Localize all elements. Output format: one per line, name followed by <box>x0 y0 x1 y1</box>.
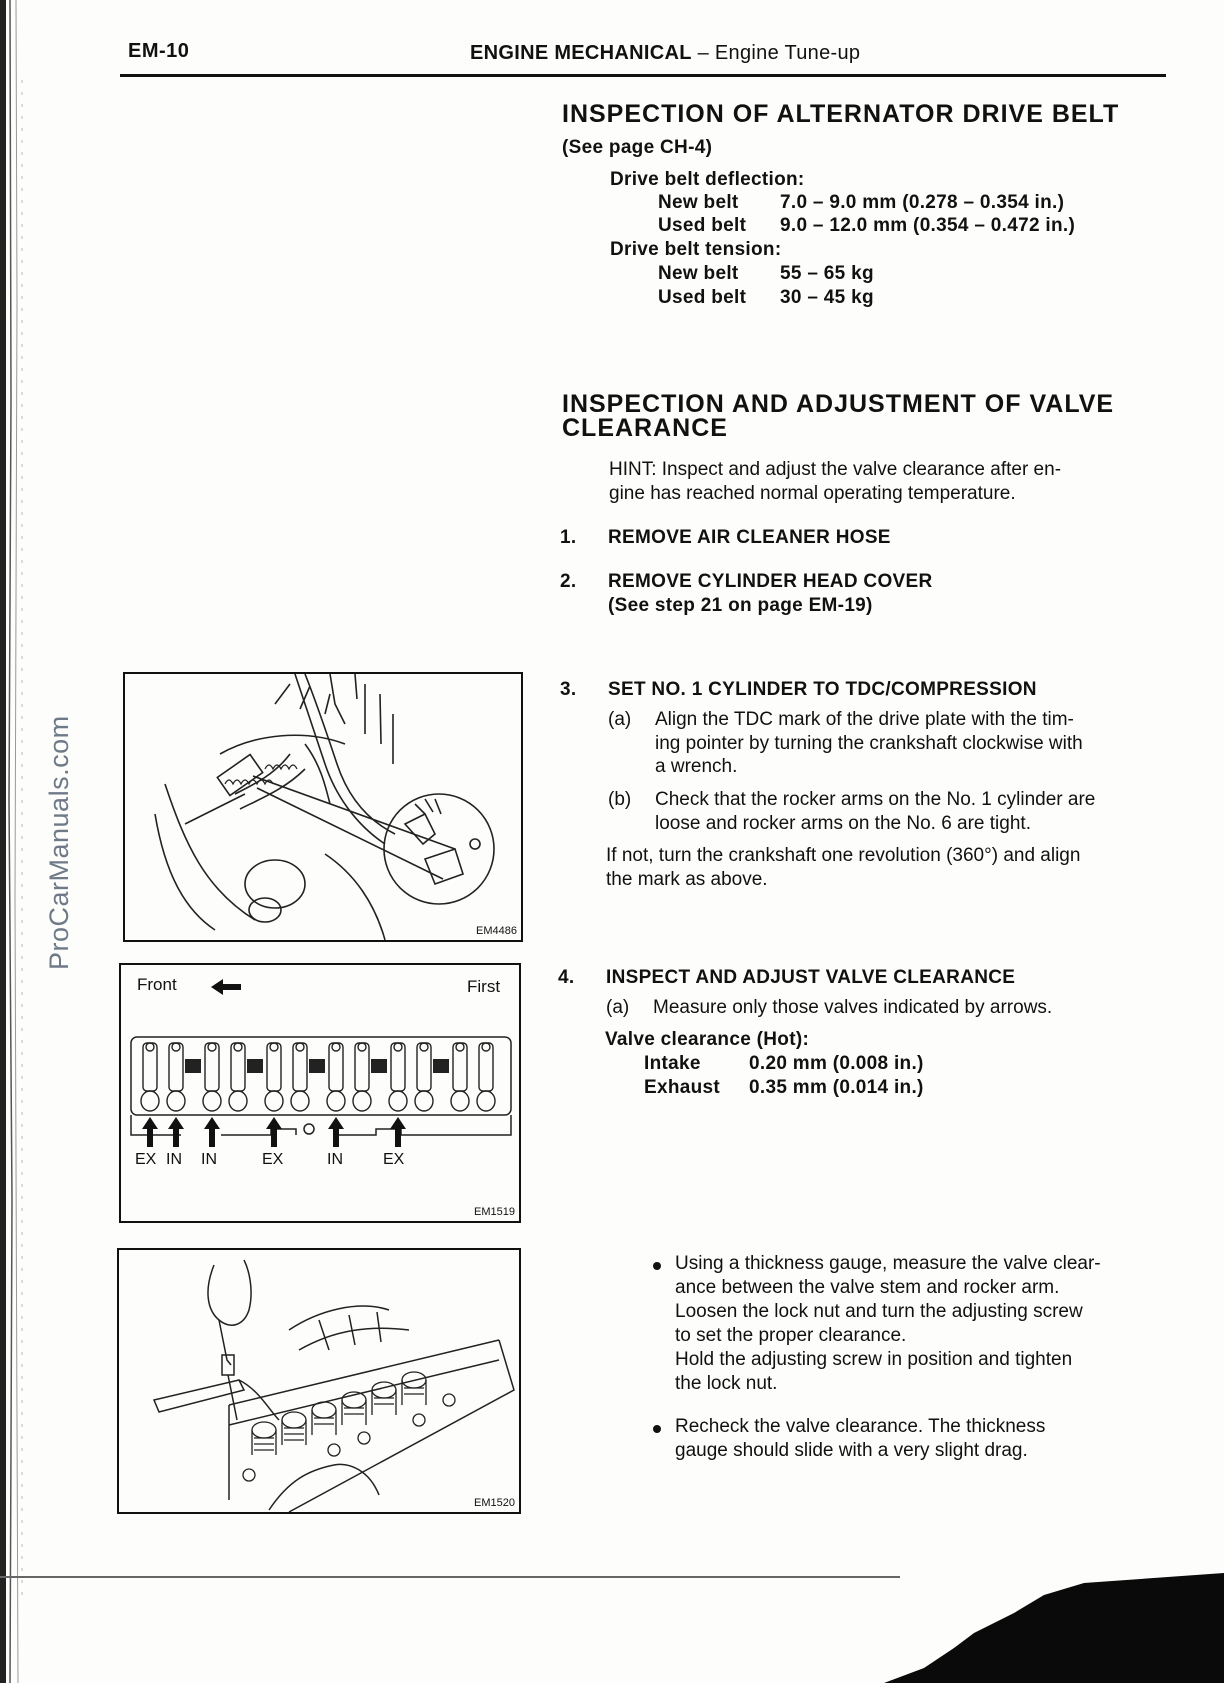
step4a-label: (a) <box>606 997 630 1018</box>
tension-used-value: 30 – 45 kg <box>780 287 874 308</box>
alternator-heading: INSPECTION OF ALTERNATOR DRIVE BELT <box>562 100 1120 128</box>
tension-new-value: 55 – 65 kg <box>780 263 874 284</box>
thickness-gauge-illustration <box>119 1250 519 1512</box>
bullet2-line1: Recheck the valve clearance. The thickness <box>675 1416 1046 1437</box>
bullet1-line1: Using a thickness gauge, measure the valve clear- <box>675 1253 1101 1274</box>
section-title-main: ENGINE MECHANICAL <box>470 42 692 64</box>
step2-subtext: (See step 21 on page EM-19) <box>608 595 873 616</box>
valve-label-4: EX <box>262 1151 284 1168</box>
figure-code-em4486: EM4486 <box>476 925 517 937</box>
step3a-line1: Align the TDC mark of the drive plate with the tim- <box>655 709 1074 730</box>
tension-label: Drive belt tension: <box>610 239 782 260</box>
tension-used-label: Used belt <box>658 287 747 308</box>
alternator-see-page: (See page CH-4) <box>562 137 713 158</box>
step3-text: SET NO. 1 CYLINDER TO TDC/COMPRESSION <box>608 679 1037 700</box>
exhaust-value: 0.35 mm (0.014 in.) <box>749 1077 924 1098</box>
valve-label-5: IN <box>327 1151 343 1168</box>
header-rule <box>120 74 1166 77</box>
deflection-used-value: 9.0 – 12.0 mm (0.354 – 0.472 in.) <box>780 215 1076 236</box>
deflection-used-label: Used belt <box>658 215 747 236</box>
valve-label-3: IN <box>201 1151 217 1168</box>
bullet-dot-1 <box>653 1262 661 1270</box>
step3b-line2: loose and rocker arms on the No. 6 are tight. <box>655 813 1031 834</box>
clearance-label: Valve clearance (Hot): <box>605 1029 810 1050</box>
page-number: EM-10 <box>128 40 190 62</box>
figure-code-em1519: EM1519 <box>474 1206 515 1218</box>
figure-code-em1520: EM1520 <box>474 1497 515 1509</box>
valve-label-1: EX <box>135 1151 157 1168</box>
step3a-label: (a) <box>608 709 632 730</box>
figure-thickness-gauge <box>117 1248 521 1514</box>
deflection-label: Drive belt deflection: <box>610 169 805 190</box>
step3a-line2: ing pointer by turning the crankshaft clockwise with <box>655 733 1083 754</box>
step4-number: 4. <box>558 967 575 988</box>
scan-bottom-line <box>0 1576 900 1578</box>
step4a-text: Measure only those valves indicated by arrows. <box>653 997 1053 1018</box>
step1-number: 1. <box>560 527 577 548</box>
watermark: ProCarManuals.com <box>44 715 74 970</box>
deflection-new-value: 7.0 – 9.0 mm (0.278 – 0.354 in.) <box>780 192 1065 213</box>
bullet1-line6: the lock nut. <box>675 1373 778 1394</box>
step1-text: REMOVE AIR CLEANER HOSE <box>608 527 891 548</box>
step3-note-line2: the mark as above. <box>606 869 768 890</box>
step2-text: REMOVE CYLINDER HEAD COVER <box>608 571 933 592</box>
figure-timing-mark <box>123 672 523 942</box>
bullet1-line2: ance between the valve stem and rocker arm. <box>675 1277 1060 1298</box>
first-label: First <box>467 977 501 996</box>
exhaust-label: Exhaust <box>644 1077 721 1098</box>
tension-new-label: New belt <box>658 263 739 284</box>
bullet2-line2: gauge should slide with a very slight drag. <box>675 1440 1028 1461</box>
figure-valve-arrangement <box>119 963 521 1223</box>
valve-heading-line1: INSPECTION AND ADJUSTMENT OF VALVE <box>562 390 1115 418</box>
scan-corner-artifact <box>884 1573 1224 1683</box>
step3-number: 3. <box>560 679 577 700</box>
bullet1-line4: to set the proper clearance. <box>675 1325 907 1346</box>
hint-line1: HINT: Inspect and adjust the valve clearance after en- <box>609 459 1062 480</box>
step2-number: 2. <box>560 571 577 592</box>
valve-label-6: EX <box>383 1151 405 1168</box>
step3-note-line1: If not, turn the crankshaft one revolution (360°) and align <box>606 845 1081 866</box>
intake-value: 0.20 mm (0.008 in.) <box>749 1053 924 1074</box>
deflection-new-label: New belt <box>658 192 739 213</box>
timing-mark-illustration <box>125 674 521 940</box>
section-title <box>470 42 860 65</box>
bullet1-line5: Hold the adjusting screw in position and tighten <box>675 1349 1073 1370</box>
bullet1-line3: Loosen the lock nut and turn the adjusting screw <box>675 1301 1083 1322</box>
front-label: Front <box>137 975 177 994</box>
valve-label-2: IN <box>166 1151 182 1168</box>
valve-heading-line2: CLEARANCE <box>562 414 728 442</box>
intake-label: Intake <box>644 1053 701 1074</box>
step3b-label: (b) <box>608 789 632 810</box>
bullet-dot-2 <box>653 1425 661 1433</box>
hint-line2: gine has reached normal operating temperature. <box>609 483 1016 504</box>
step4-text: INSPECT AND ADJUST VALVE CLEARANCE <box>606 967 1016 988</box>
step3b-line1: Check that the rocker arms on the No. 1 cylinder are <box>655 789 1096 810</box>
section-title-sub: – Engine Tune-up <box>691 42 861 64</box>
cylinder-head-diagram <box>121 1035 519 1155</box>
scan-edge-artifact <box>0 0 30 1683</box>
step3a-line3: a wrench. <box>655 756 738 777</box>
front-arrow-icon <box>211 979 243 995</box>
